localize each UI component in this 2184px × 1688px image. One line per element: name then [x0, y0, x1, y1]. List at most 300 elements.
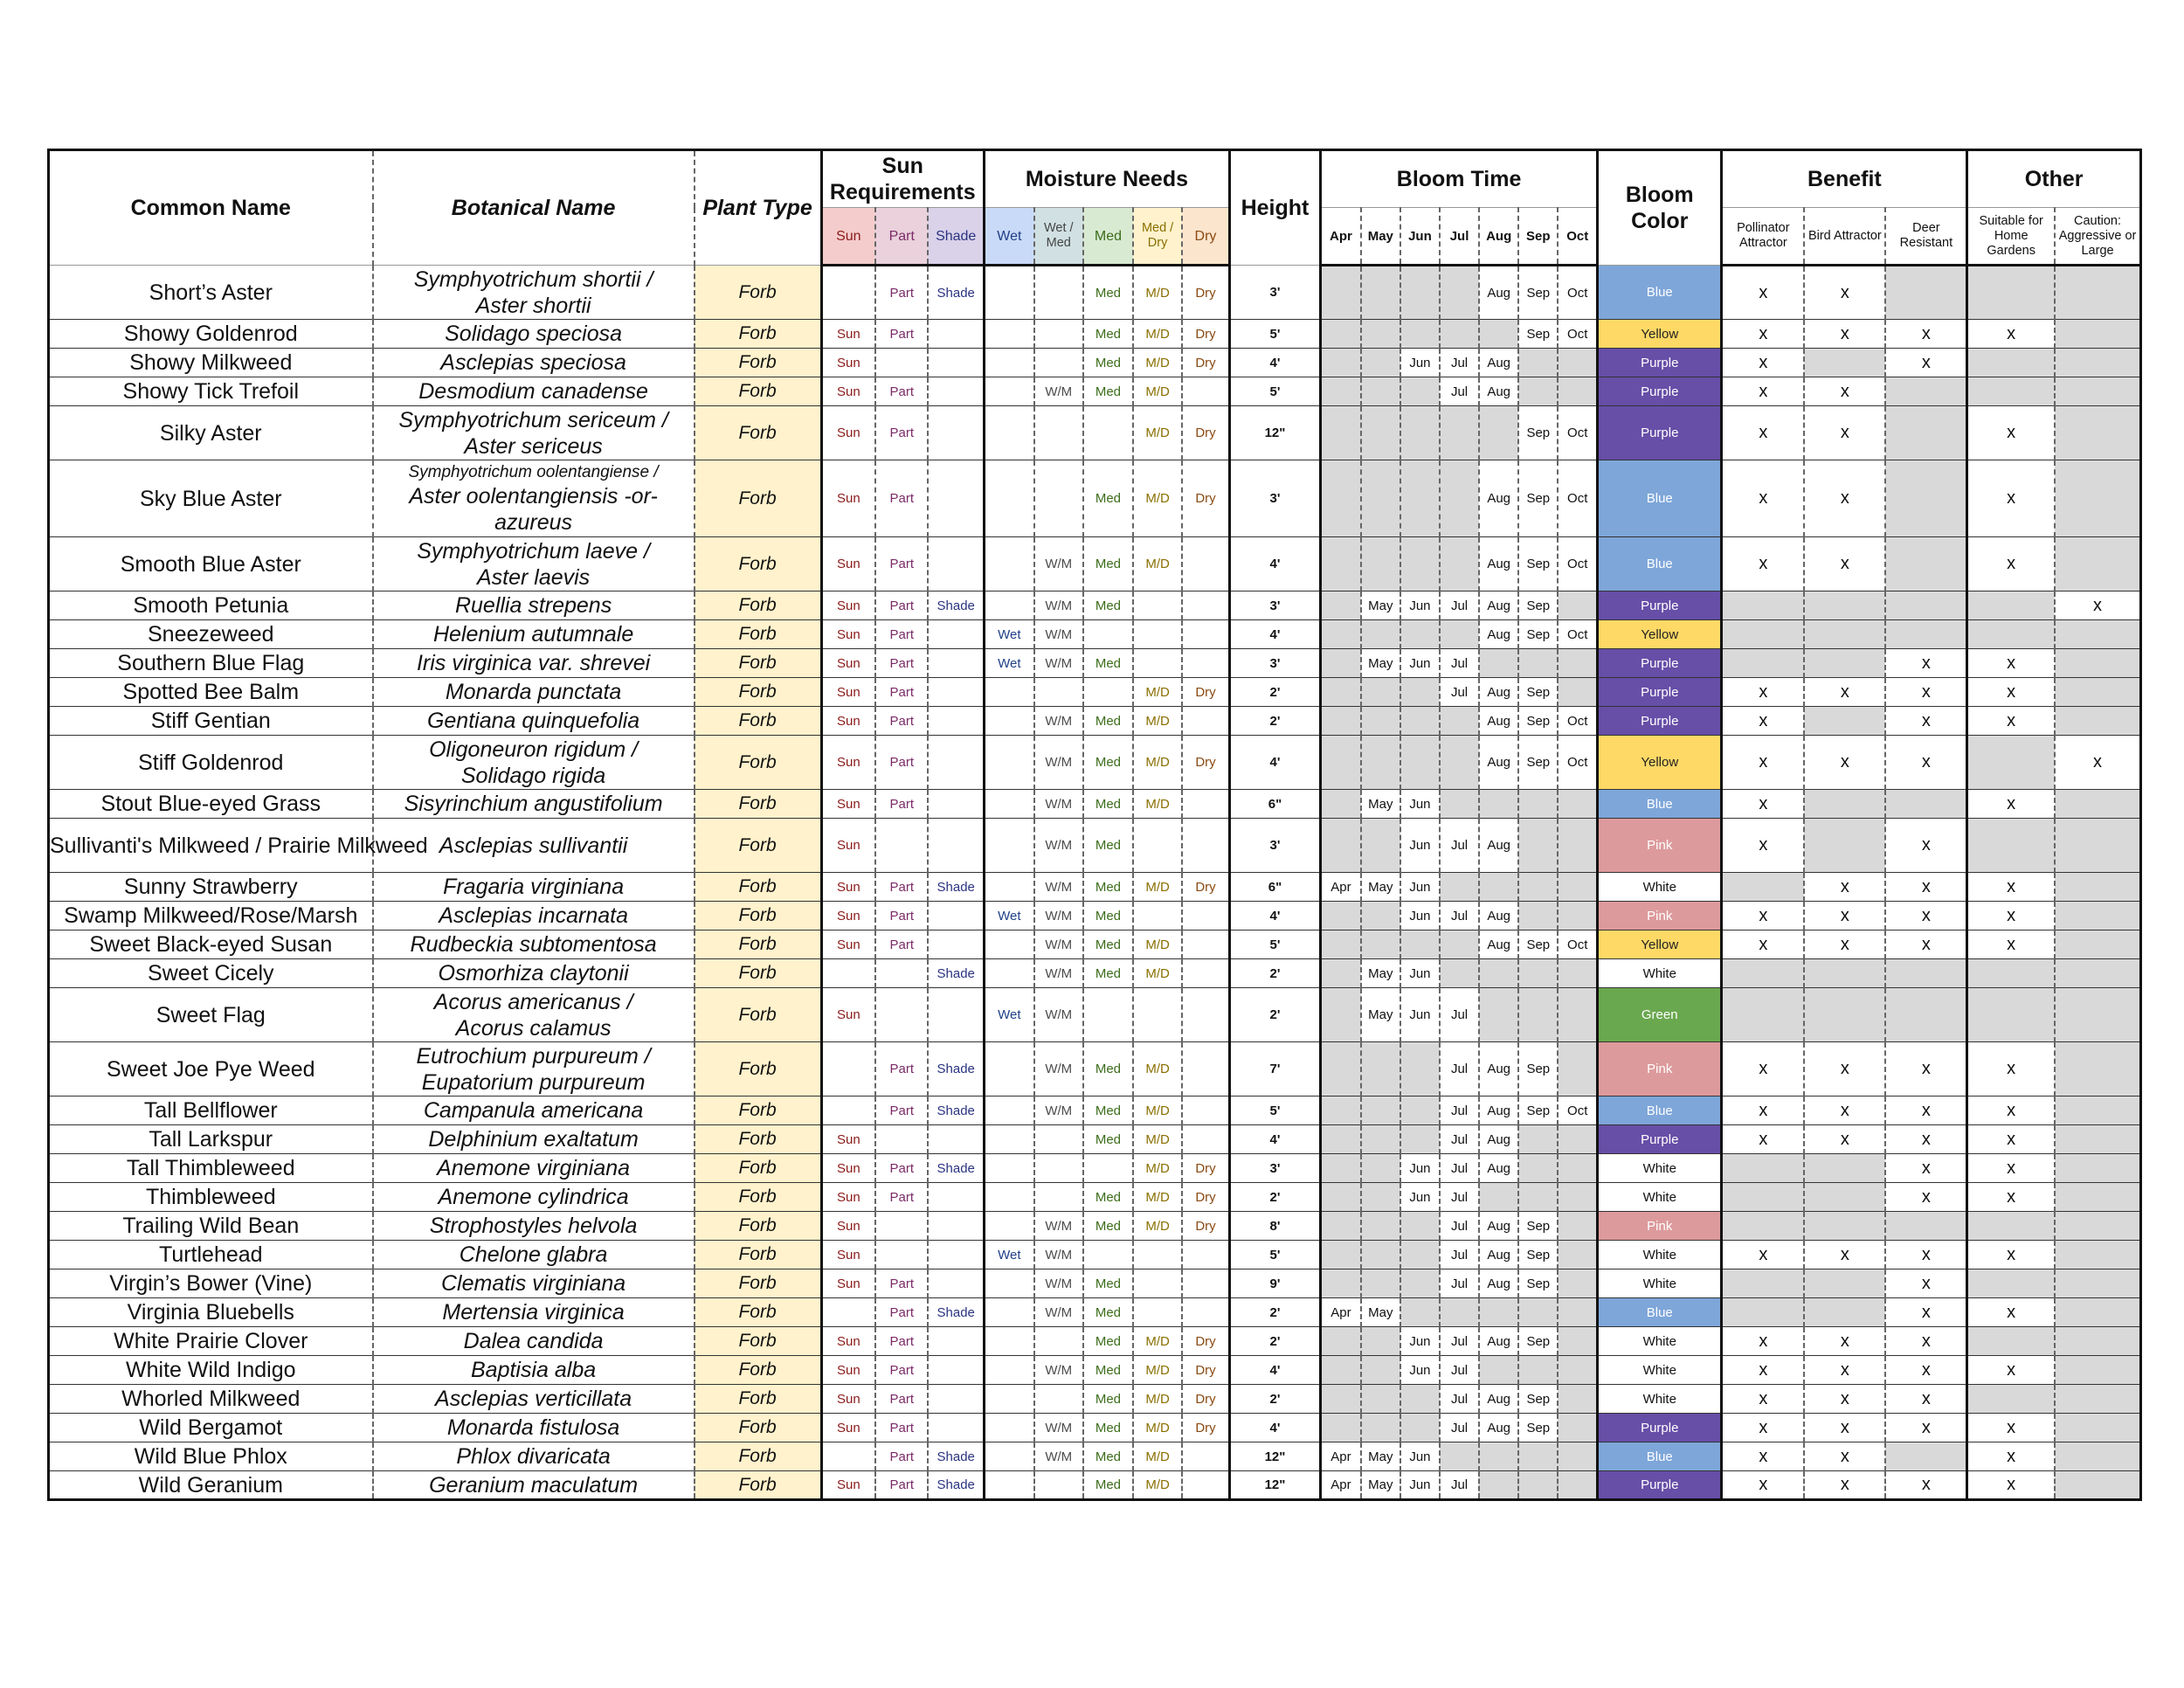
moisture-cell [1182, 902, 1229, 930]
height-cell: 4' [1229, 537, 1320, 591]
other-cell: x [1967, 1125, 2055, 1154]
bloom-month-cell [1361, 620, 1400, 649]
benefit-cell: x [1885, 320, 1966, 349]
bloom-month-cell [1361, 1042, 1400, 1097]
bloom-month-cell [1361, 1212, 1400, 1241]
bloom-month-cell: Oct [1558, 1097, 1597, 1125]
benefit-cell: x [1804, 406, 1885, 460]
botanical-name-cell [373, 959, 695, 988]
moisture-cell: W/M [1034, 930, 1083, 959]
table-row [49, 1097, 2141, 1125]
benefit-cell: x [1885, 1414, 1966, 1442]
moisture-cell: M/D [1133, 1183, 1182, 1212]
height-cell: 3' [1229, 591, 1320, 620]
bloom-month-cell [1361, 1154, 1400, 1183]
sun-cell [928, 1327, 984, 1356]
sun-cell [875, 819, 928, 873]
bloom-color-cell: Purple [1598, 377, 1722, 406]
bloom-month-cell [1400, 377, 1440, 406]
sun-cell [928, 902, 984, 930]
benefit-cell [1804, 620, 1885, 649]
benefit-cell [1885, 460, 1966, 537]
bloom-color-cell: Purple [1598, 1125, 1722, 1154]
botanical-name-line: Asclepias incarnata [439, 903, 628, 928]
bloom-month-cell: Jul [1440, 1042, 1479, 1097]
table-row [49, 959, 2141, 988]
bloom-month-cell [1321, 537, 1361, 591]
moisture-cell: Med [1083, 873, 1133, 902]
moisture-cell [985, 790, 1034, 819]
bloom-month-cell [1321, 460, 1361, 537]
plant-type-cell: Forb [695, 1471, 821, 1500]
bloom-month-cell [1479, 988, 1518, 1042]
common-name-cell: Sunny Strawberry [49, 873, 373, 902]
sun-cell: Sun [821, 649, 875, 678]
moisture-cell: Med [1083, 320, 1133, 349]
bloom-month-cell [1558, 1183, 1597, 1212]
bloom-month-cell [1400, 1414, 1440, 1442]
bloom-month-cell [1558, 790, 1597, 819]
botanical-name-line: Asclepias sullivantii [439, 833, 628, 858]
moisture-cell: W/M [1034, 1356, 1083, 1385]
bloom-month-cell [1321, 1183, 1361, 1212]
moisture-cell: W/M [1034, 1414, 1083, 1442]
table-row [49, 1298, 2141, 1327]
moisture-cell: Med [1083, 1212, 1133, 1241]
moisture-cell: Med [1083, 460, 1133, 537]
benefit-cell: x [1885, 1269, 1966, 1298]
bloom-month-cell [1361, 1241, 1400, 1269]
bloom-month-cell: Sep [1518, 1042, 1558, 1097]
sun-cell: Sun [821, 873, 875, 902]
moisture-cell [1182, 537, 1229, 591]
benefit-cell: x [1804, 1327, 1885, 1356]
benefit-cell: x [1722, 377, 1804, 406]
other-cell [1967, 266, 2055, 320]
sun-cell: Sun [821, 1154, 875, 1183]
bloom-month-cell: Jul [1440, 1471, 1479, 1500]
other-cell [1967, 591, 2055, 620]
benefit-cell: x [1804, 266, 1885, 320]
bloom-month-cell: Sep [1518, 736, 1558, 790]
botanical-name-cell [373, 1471, 695, 1500]
common-name-cell: Sneezeweed [49, 620, 373, 649]
bloom-month-cell [1400, 406, 1440, 460]
height-cell: 8' [1229, 1212, 1320, 1241]
header-sun-requirements: Sun Requirements [821, 150, 985, 208]
botanical-name-line: Clematis virginiana [440, 1271, 626, 1296]
bloom-month-cell: Apr [1321, 873, 1361, 902]
moisture-cell [985, 678, 1034, 707]
plant-type-cell: Forb [695, 1269, 821, 1298]
table-row [49, 1269, 2141, 1298]
header-benefit: Benefit [1722, 150, 1967, 208]
other-cell [1967, 620, 2055, 649]
botanical-name-line: Rudbeckia subtomentosa [410, 932, 657, 957]
botanical-name-line: Asclepias verticillata [435, 1387, 632, 1411]
moisture-cell [1182, 649, 1229, 678]
moisture-cell: Med [1083, 377, 1133, 406]
bloom-month-cell [1361, 1269, 1400, 1298]
bloom-color-cell: White [1598, 959, 1722, 988]
moisture-cell: Wet [985, 649, 1034, 678]
sun-cell: Part [875, 649, 928, 678]
bloom-month-cell [1558, 1356, 1597, 1385]
moisture-cell [1034, 266, 1083, 320]
bloom-month-cell [1361, 1414, 1400, 1442]
moisture-cell [985, 1356, 1034, 1385]
benefit-cell: x [1722, 406, 1804, 460]
botanical-name-cell [373, 736, 695, 790]
benefit-cell [1804, 1212, 1885, 1241]
bloom-month-cell: Aug [1479, 1385, 1518, 1414]
botanical-name-cell [373, 620, 695, 649]
bloom-month-cell: Aug [1479, 819, 1518, 873]
benefit-cell: x [1722, 1042, 1804, 1097]
moisture-cell: W/M [1034, 1241, 1083, 1269]
bloom-month-cell [1479, 790, 1518, 819]
bloom-month-cell [1400, 1298, 1440, 1327]
bloom-month-cell: Apr [1321, 1471, 1361, 1500]
bloom-month-cell: Oct [1558, 537, 1597, 591]
sun-cell [821, 1042, 875, 1097]
other-cell: x [1967, 930, 2055, 959]
other-cell [2055, 320, 2140, 349]
sun-cell: Sun [821, 819, 875, 873]
bloom-month-cell [1518, 819, 1558, 873]
sun-cell: Shade [928, 591, 984, 620]
bloom-month-cell [1400, 930, 1440, 959]
common-name-cell: Smooth Petunia [49, 591, 373, 620]
moisture-cell [1182, 591, 1229, 620]
header-height: Height [1229, 150, 1320, 266]
moisture-cell: Med [1083, 736, 1133, 790]
height-cell: 5' [1229, 320, 1320, 349]
moisture-cell: M/D [1133, 266, 1182, 320]
height-cell: 2' [1229, 1327, 1320, 1356]
moisture-cell [1182, 959, 1229, 988]
moisture-cell: W/M [1034, 1269, 1083, 1298]
moisture-cell [1182, 988, 1229, 1042]
bloom-month-cell: May [1361, 959, 1400, 988]
other-cell [2055, 620, 2140, 649]
moisture-cell: W/M [1034, 1097, 1083, 1125]
benefit-cell: x [1722, 537, 1804, 591]
plant-type-cell: Forb [695, 930, 821, 959]
height-cell: 5' [1229, 1241, 1320, 1269]
common-name-cell: Southern Blue Flag [49, 649, 373, 678]
plant-table [47, 149, 2142, 1501]
moisture-cell [985, 1125, 1034, 1154]
other-cell [1967, 959, 2055, 988]
table-row [49, 1125, 2141, 1154]
other-cell [2055, 377, 2140, 406]
moisture-cell [985, 1298, 1034, 1327]
bloom-month-cell: Jul [1440, 1414, 1479, 1442]
plant-type-cell: Forb [695, 537, 821, 591]
sun-cell: Part [875, 266, 928, 320]
benefit-cell [1885, 959, 1966, 988]
bloom-month-cell [1518, 1125, 1558, 1154]
bloom-month-cell [1400, 266, 1440, 320]
table-row [49, 1356, 2141, 1385]
benefit-cell: x [1722, 819, 1804, 873]
bloom-month-cell: Aug [1479, 537, 1518, 591]
moisture-cell: W/M [1034, 1042, 1083, 1097]
common-name-cell: Virginia Bluebells [49, 1298, 373, 1327]
moisture-cell [985, 930, 1034, 959]
bloom-month-cell: Jun [1400, 790, 1440, 819]
other-cell [2055, 1298, 2140, 1327]
other-cell: x [1967, 790, 2055, 819]
botanical-name-cell [373, 591, 695, 620]
botanical-name-line: Desmodium canadense [418, 379, 648, 404]
common-name-cell: Sweet Joe Pye Weed [49, 1042, 373, 1097]
benefit-cell [1885, 790, 1966, 819]
bloom-month-cell: Jun [1400, 1154, 1440, 1183]
sun-cell: Part [875, 460, 928, 537]
header-month-may: May [1361, 208, 1400, 266]
moisture-cell: M/D [1133, 1042, 1182, 1097]
benefit-cell: x [1722, 1385, 1804, 1414]
sun-cell: Shade [928, 1471, 984, 1500]
height-cell: 5' [1229, 377, 1320, 406]
common-name-cell: Wild Blue Phlox [49, 1442, 373, 1471]
bloom-color-cell: Pink [1598, 1042, 1722, 1097]
bloom-month-cell: Sep [1518, 320, 1558, 349]
moisture-cell: Dry [1182, 1356, 1229, 1385]
benefit-cell [1804, 988, 1885, 1042]
bloom-color-cell: Blue [1598, 460, 1722, 537]
benefit-cell: x [1722, 678, 1804, 707]
bloom-month-cell [1440, 873, 1479, 902]
moisture-cell [985, 460, 1034, 537]
bloom-month-cell [1321, 1385, 1361, 1414]
sun-cell [928, 1183, 984, 1212]
botanical-name-line: Anemone virginiana [437, 1156, 631, 1180]
moisture-cell: M/D [1133, 1356, 1182, 1385]
common-name-cell: Wild Geranium [49, 1471, 373, 1500]
bloom-month-cell [1321, 1125, 1361, 1154]
bloom-month-cell: Sep [1518, 460, 1558, 537]
plant-type-cell: Forb [695, 1212, 821, 1241]
other-cell [2055, 819, 2140, 873]
benefit-cell: x [1722, 1356, 1804, 1385]
bloom-month-cell [1558, 1042, 1597, 1097]
sun-cell: Part [875, 873, 928, 902]
plant-type-cell: Forb [695, 1442, 821, 1471]
table-row [49, 873, 2141, 902]
bloom-month-cell [1321, 1097, 1361, 1125]
other-cell: x [1967, 1471, 2055, 1500]
benefit-cell [1722, 1154, 1804, 1183]
benefit-cell: x [1722, 266, 1804, 320]
bloom-color-cell: White [1598, 1327, 1722, 1356]
other-cell [2055, 1414, 2140, 1442]
moisture-cell: Med [1083, 1414, 1133, 1442]
bloom-month-cell [1558, 649, 1597, 678]
moisture-cell [985, 1385, 1034, 1414]
bloom-month-cell [1440, 266, 1479, 320]
table-row [49, 1385, 2141, 1414]
sun-cell: Part [875, 1298, 928, 1327]
sun-cell: Sun [821, 406, 875, 460]
moisture-cell: W/M [1034, 902, 1083, 930]
other-cell [2055, 1269, 2140, 1298]
sun-cell: Shade [928, 266, 984, 320]
benefit-cell [1804, 819, 1885, 873]
bloom-month-cell [1479, 1356, 1518, 1385]
moisture-cell: Wet [985, 620, 1034, 649]
botanical-name-cell [373, 902, 695, 930]
moisture-cell [1083, 406, 1133, 460]
bloom-month-cell: Aug [1479, 1097, 1518, 1125]
moisture-cell [985, 819, 1034, 873]
bloom-month-cell [1558, 377, 1597, 406]
bloom-month-cell [1558, 349, 1597, 377]
bloom-color-cell: Pink [1598, 902, 1722, 930]
bloom-month-cell [1400, 1212, 1440, 1241]
sun-cell [875, 1241, 928, 1269]
moisture-cell [1133, 649, 1182, 678]
sun-cell [928, 819, 984, 873]
table-row [49, 406, 2141, 460]
table-row [49, 1471, 2141, 1500]
sun-cell: Part [875, 678, 928, 707]
bloom-month-cell: Oct [1558, 406, 1597, 460]
botanical-name-line: Anemone cylindrica [438, 1185, 629, 1209]
bloom-month-cell [1321, 988, 1361, 1042]
botanical-name-line: Delphinium exaltatum [428, 1127, 639, 1152]
sun-cell: Sun [821, 1241, 875, 1269]
moisture-cell [1034, 1385, 1083, 1414]
bloom-month-cell [1518, 959, 1558, 988]
moisture-cell [985, 1327, 1034, 1356]
benefit-cell [1722, 1269, 1804, 1298]
botanical-name-cell [373, 1327, 695, 1356]
botanical-name-line: Ruellia strepens [454, 593, 612, 618]
benefit-cell: x [1885, 736, 1966, 790]
benefit-cell [1885, 1442, 1966, 1471]
bloom-month-cell [1558, 1385, 1597, 1414]
bloom-month-cell: Aug [1479, 266, 1518, 320]
common-name-cell: Short’s Aster [49, 266, 373, 320]
bloom-month-cell [1361, 320, 1400, 349]
common-name-cell: Whorled Milkweed [49, 1385, 373, 1414]
bloom-color-cell: Blue [1598, 266, 1722, 320]
botanical-name-cell [373, 1414, 695, 1442]
sun-cell [928, 930, 984, 959]
moisture-cell: Dry [1182, 736, 1229, 790]
botanical-name-line: Solidago speciosa [445, 322, 623, 346]
bloom-month-cell [1321, 1327, 1361, 1356]
table-row [49, 649, 2141, 678]
other-cell [2055, 1212, 2140, 1241]
moisture-cell: Med [1083, 1356, 1133, 1385]
plant-type-cell: Forb [695, 1154, 821, 1183]
bloom-month-cell: Jun [1400, 591, 1440, 620]
plant-type-cell: Forb [695, 460, 821, 537]
other-cell [2055, 1183, 2140, 1212]
bloom-month-cell: Aug [1479, 591, 1518, 620]
botanical-name-line: Chelone glabra [459, 1242, 608, 1267]
height-cell: 2' [1229, 1298, 1320, 1327]
bloom-month-cell [1321, 930, 1361, 959]
bloom-month-cell [1361, 930, 1400, 959]
moisture-cell [985, 1097, 1034, 1125]
benefit-cell [1722, 1212, 1804, 1241]
sun-cell [928, 320, 984, 349]
bloom-month-cell [1361, 1125, 1400, 1154]
bloom-month-cell [1321, 406, 1361, 460]
bloom-month-cell [1440, 537, 1479, 591]
moisture-cell [1182, 1471, 1229, 1500]
header-botanical-name: Botanical Name [373, 150, 695, 266]
common-name-cell: Thimbleweed [49, 1183, 373, 1212]
botanical-name-line: Asclepias speciosa [440, 350, 626, 375]
moisture-cell: W/M [1034, 1442, 1083, 1471]
bloom-month-cell: May [1361, 790, 1400, 819]
moisture-cell [985, 377, 1034, 406]
benefit-cell: x [1885, 902, 1966, 930]
benefit-cell: x [1722, 320, 1804, 349]
bloom-month-cell [1361, 377, 1400, 406]
plant-type-cell: Forb [695, 988, 821, 1042]
benefit-cell [1722, 620, 1804, 649]
moisture-cell [985, 736, 1034, 790]
botanical-name-line: Dalea candida [463, 1329, 604, 1353]
benefit-cell [1804, 1269, 1885, 1298]
moisture-cell [1034, 1125, 1083, 1154]
bloom-month-cell [1321, 1356, 1361, 1385]
other-cell [1967, 1385, 2055, 1414]
moisture-cell: W/M [1034, 988, 1083, 1042]
height-cell: 4' [1229, 1414, 1320, 1442]
bloom-month-cell [1479, 1442, 1518, 1471]
table-row [49, 819, 2141, 873]
sun-cell: Sun [821, 349, 875, 377]
bloom-month-cell [1558, 1327, 1597, 1356]
botanical-name-cell [373, 377, 695, 406]
sun-cell [928, 1356, 984, 1385]
other-cell [1967, 349, 2055, 377]
sun-cell: Sun [821, 1327, 875, 1356]
benefit-cell: x [1885, 819, 1966, 873]
sun-cell: Shade [928, 959, 984, 988]
moisture-cell: W/M [1034, 649, 1083, 678]
benefit-cell [1885, 591, 1966, 620]
sun-cell: Part [875, 1385, 928, 1414]
sun-cell: Part [875, 1327, 928, 1356]
moisture-cell [985, 1042, 1034, 1097]
bloom-month-cell: Jul [1440, 591, 1479, 620]
moisture-cell [1182, 1125, 1229, 1154]
botanical-name-line: Symphyotrichum sericeum / [398, 407, 668, 432]
sun-cell [821, 1442, 875, 1471]
plant-type-cell: Forb [695, 902, 821, 930]
sun-cell [875, 988, 928, 1042]
bloom-month-cell: Jul [1440, 1097, 1479, 1125]
header-bird: Bird Attractor [1804, 208, 1885, 266]
moisture-cell [985, 707, 1034, 736]
bloom-month-cell [1479, 406, 1518, 460]
bloom-month-cell [1558, 988, 1597, 1042]
botanical-name-cell [373, 320, 695, 349]
bloom-month-cell [1440, 1298, 1479, 1327]
height-cell: 2' [1229, 1183, 1320, 1212]
sun-cell: Sun [821, 736, 875, 790]
benefit-cell: x [1722, 902, 1804, 930]
